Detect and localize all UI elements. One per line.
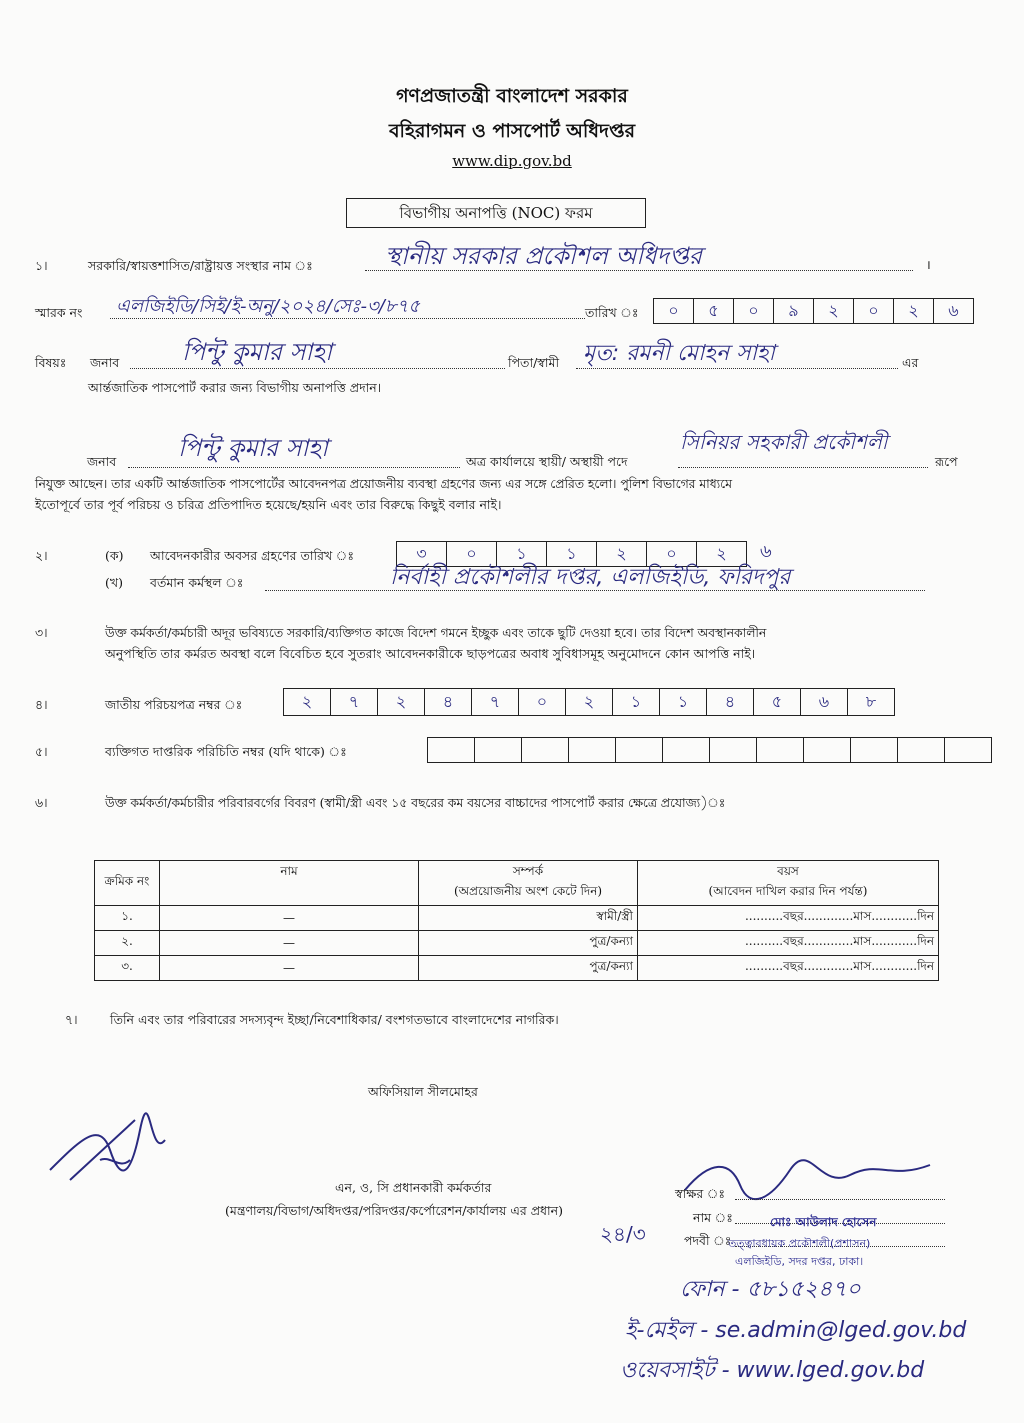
- row-name: —: [160, 906, 419, 931]
- row-relation: পুত্র/কন্যা: [419, 931, 638, 956]
- retire-digit-cell: ০: [647, 542, 697, 566]
- date-digit-cell: ০: [734, 299, 774, 323]
- table-row: [95, 931, 939, 956]
- subject-line2: আর্ন্তজাতিক পাসপোর্ট করার জন্য বিভাগীয় অনাপত্তি প্রদান।: [88, 380, 382, 395]
- nid-digit-cell: ২: [378, 689, 425, 715]
- post-label: পদবী ঃ: [684, 1233, 732, 1248]
- header-age: [638, 861, 939, 906]
- father-name-handwritten: মৃত: রমনী মোহন সাহা: [583, 341, 775, 366]
- office-id-cell: [898, 738, 945, 762]
- email-handwritten: ই-মেইল - se.admin@lged.gov.bd: [625, 1318, 967, 1343]
- item5-number: ৫।: [35, 744, 48, 759]
- item3-number: ৩।: [35, 625, 48, 640]
- header-relation: [419, 861, 638, 906]
- date-digit-cell: ৫: [694, 299, 734, 323]
- item3-line1: উক্ত কর্মকর্তা/কর্মচারী অদূর ভবিষ্যতে সরকারি/ব্যক্তিগত কাজে বিদেশ গমনে ইচ্ছুক এবং তাকে ছুটি দেওয়া হবে। তার বিদেশ অবস্থানকালীন: [105, 626, 767, 640]
- nid-digit-cell: ১: [660, 689, 707, 715]
- web-handwritten: ওয়েবসাইট - www.lged.gov.bd: [620, 1358, 925, 1383]
- website: www.dip.gov.bd: [452, 152, 572, 170]
- item4-number: ৪।: [35, 697, 48, 712]
- retire-digit-cell: ১: [547, 542, 597, 566]
- header-name: নাম: [160, 861, 419, 906]
- nid-digit-cell: ২: [566, 689, 613, 715]
- retire-digit-cell: ২: [597, 542, 647, 566]
- row-age: ..........বছর.............মাস............দিন: [638, 931, 939, 956]
- memo-label: স্মারক নং: [35, 305, 83, 320]
- office-id-boxes: [427, 737, 992, 763]
- item1-label: সরকারি/স্বায়ত্তশাসিত/রাষ্ট্রায়ত্ত সংস্থার নাম ঃ: [88, 258, 313, 273]
- row-age: ..........বছর.............মাস............দিন: [638, 956, 939, 981]
- subject-er: এর: [902, 355, 919, 370]
- row-serial: ২.: [95, 931, 160, 956]
- nid-digit-cell: ২: [284, 689, 331, 715]
- office-id-cell: [616, 738, 663, 762]
- header-relation-title: সম্পর্ক: [512, 864, 544, 878]
- nid-digit-cell: ৮: [865, 691, 877, 711]
- table-row: [95, 956, 939, 981]
- office-id-cell: [710, 738, 757, 762]
- retire-digit-cell: ২: [716, 543, 727, 563]
- date-digit-cell: ০: [854, 299, 894, 323]
- stamp-office: এলজিইডি, সদর দপ্তর, ঢাকা।: [735, 1255, 864, 1268]
- retire-digit-cell: ৩: [397, 542, 447, 566]
- row-name: —: [160, 931, 419, 956]
- date-digit-cell: ৯: [774, 299, 814, 323]
- body-para2: ইতোপূর্বে তার পূর্ব পরিচয় ও চরিত্র প্রতিপাদিত হয়েছে/হয়নি এবং তার বিরুদ্ধে কিছুই বলার নাই।: [35, 497, 502, 512]
- family-table: [94, 860, 939, 981]
- body-mid: অত্র কার্যালয়ে স্থায়ী/ অস্থায়ী পদে: [466, 454, 628, 469]
- nid-label: জাতীয় পরিচয়পত্র নম্বর ঃ: [105, 697, 243, 712]
- signature-left: [40, 1100, 170, 1190]
- post-handwritten: সিনিয়র সহকারী প্রকৌশলী: [680, 430, 888, 454]
- office-id-cell: [569, 738, 616, 762]
- item2-kha: (খ): [105, 575, 123, 590]
- header-relation-sub: (অপ্রয়োজনীয় অংশ কেটে দিন): [453, 884, 603, 898]
- sign-dotted: [735, 1199, 945, 1200]
- post-dotted: [678, 467, 928, 468]
- officer-line2: (মন্ত্রণালয়/বিভাগ/অধিদপ্তর/পরিদপ্তর/কর্পোরেশন/কার্যালয় এর প্রধান): [225, 1203, 563, 1218]
- nid-digit-cell: ৪: [425, 689, 472, 715]
- stamp-post: তত্ত্বাবধায়ক প্রকৌশলী(প্রশাসন): [728, 1237, 871, 1250]
- date-digit-cell: ২: [894, 299, 934, 323]
- retire-extra-digit: ৬: [760, 541, 772, 562]
- memo-number-handwritten: এলজিইডি/সিই/ই-অনু/২০২৪/সেঃ-৩/৮৭৫: [116, 296, 420, 317]
- item7-number: ৭।: [65, 1012, 78, 1027]
- workplace-label: বর্তমান কর্মস্থল ঃ: [150, 575, 244, 590]
- form-title: বিভাগীয় অনাপত্তি (NOC) ফরম: [346, 198, 646, 228]
- org-name-handwritten: স্থানীয় সরকার প্রকৌশল অধিদপ্তর: [385, 242, 703, 270]
- father-label: পিতা/স্বামী: [508, 355, 560, 370]
- date-digit-cell: ৬: [948, 300, 959, 320]
- body-para1: নিযুক্ত আছেন। তার একটি আর্ন্তজাতিক পাসপোর্টের আবেদনপত্র প্রয়োজনীয় ব্যবস্থা গ্রহণের জন্য এর সঙ্গে প্রেরিত হলো। পুলিশ বিভাগের মাধ্যমে: [35, 477, 732, 491]
- item3-line2: অনুপস্থিতি তার কর্মরত অবস্থা বলে বিবেচিত হবে সুতরাং আবেদনকারীকে ছাড়পত্রের অবাধ সুবিধাসমূহ অনুমোদনে কোন আপত্তি নাই।: [105, 646, 756, 661]
- header-age-title: বয়স: [777, 864, 799, 878]
- row-relation: পুত্র/কন্যা: [419, 956, 638, 981]
- workplace-handwritten: নির্বাহী প্রকৌশলীর দপ্তর, এলজিইডি, ফরিদপুর: [390, 565, 791, 590]
- table-row: [95, 906, 939, 931]
- office-id-cell: [663, 738, 710, 762]
- row-serial: ১.: [95, 906, 160, 931]
- item1-number: ১।: [35, 258, 48, 273]
- item2-ka: (ক): [105, 548, 124, 563]
- office-id-label: ব্যক্তিগত দাপ্তরিক পরিচিতি নম্বর (যদি থাকে) ঃ: [105, 744, 347, 759]
- retire-label: আবেদনকারীর অবসর গ্রহণের তারিখ ঃ: [150, 548, 355, 563]
- date-boxes: [653, 298, 974, 324]
- item7-text: তিনি এবং তার পরিবারের সদস্যবৃন্দ ইচ্ছা/নিবেশাধিকার/ বংশগতভাবে বাংলাদেশের নাগরিক।: [110, 1012, 559, 1027]
- header-age-sub: (আবেদন দাখিল করার দিন পর্যন্ত): [708, 884, 868, 898]
- item2-number: ২।: [35, 548, 48, 563]
- body-rupe: রূপে: [935, 454, 958, 469]
- office-id-cell: [757, 738, 804, 762]
- body-name-handwritten: পিন্টু কুমার সাহা: [178, 434, 328, 462]
- nid-digit-cell: ৭: [331, 689, 378, 715]
- subject-mr: জনাব: [90, 355, 120, 370]
- nid-digit-cell: ৭: [472, 689, 519, 715]
- stamp-name: মোঃ আউলাদ হোসেন: [770, 1215, 877, 1229]
- table-header-row: [95, 861, 939, 906]
- row-serial: ৩.: [95, 956, 160, 981]
- sign-label: স্বাক্ষর ঃ: [675, 1186, 726, 1201]
- row-age: ..........বছর.............মাস............দিন: [638, 906, 939, 931]
- row-name: —: [160, 956, 419, 981]
- body-mr: জনাব: [87, 454, 117, 469]
- initials-handwritten: ২৪/৩: [600, 1222, 646, 1246]
- header-line1: গণপ্রজাতন্ত্রী বাংলাদেশ সরকার: [396, 85, 628, 107]
- header-line2: বহিরাগমন ও পাসপোর্ট অধিদপ্তর: [388, 120, 636, 142]
- office-id-cell: [428, 738, 475, 762]
- date-label: তারিখ ঃ: [585, 305, 639, 320]
- nid-digit-cell: ৬: [801, 689, 848, 715]
- office-id-cell: [522, 738, 569, 762]
- seal-label: অফিসিয়াল সীলমোহর: [368, 1084, 478, 1099]
- name-label: নাম ঃ: [693, 1210, 733, 1225]
- office-id-cell: [475, 738, 522, 762]
- nid-boxes: [283, 688, 895, 716]
- subject-label: বিষয়ঃ: [35, 355, 67, 370]
- retire-digit-cell: ০: [447, 542, 497, 566]
- nid-digit-cell: ০: [519, 689, 566, 715]
- officer-line1: এন, ও, সি প্রধানকারী কর্মকর্তার: [335, 1180, 492, 1195]
- nid-digit-cell: ১: [613, 689, 660, 715]
- item1-period: ।: [926, 257, 931, 272]
- office-id-cell: [804, 738, 851, 762]
- item6-number: ৬।: [35, 795, 48, 810]
- nid-digit-cell: ৫: [754, 689, 801, 715]
- phone-handwritten: ফোন - ৫৮১৫২৪৭০: [680, 1277, 861, 1302]
- row-relation: স্বামী/স্ত্রী: [419, 906, 638, 931]
- date-digit-cell: ০: [654, 299, 694, 323]
- header-serial: ক্রমিক নং: [95, 861, 160, 906]
- retire-digit-cell: ১: [497, 542, 547, 566]
- office-id-cell: [945, 738, 991, 762]
- item6-label: উক্ত কর্মকর্তা/কর্মচারীর পরিবারবর্গের বিবরণ (স্বামী/স্ত্রী এবং ১৫ বছরের কম বয়সের বাচ্চাদের পাসপোর্ট করার ক্ষেত্রে প্রযোজ্য)ঃ: [105, 796, 726, 810]
- office-id-cell: [851, 738, 898, 762]
- date-digit-cell: ২: [814, 299, 854, 323]
- nid-digit-cell: ৪: [707, 689, 754, 715]
- subject-name-handwritten: পিন্টু কুমার সাহা: [182, 338, 332, 366]
